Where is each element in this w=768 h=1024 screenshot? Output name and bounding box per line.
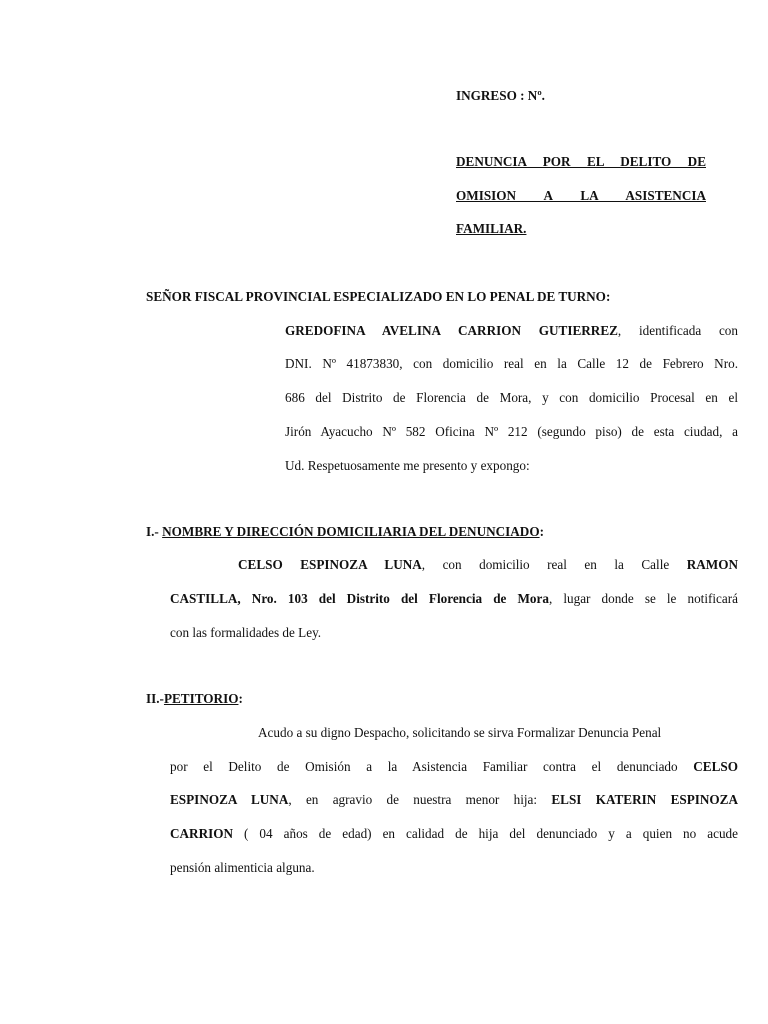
section-1-line-2 (170, 591, 738, 607)
section-2-heading (146, 691, 243, 707)
section-2-colon: : (238, 691, 243, 706)
section-2-line-2-text: por el Delito de Omisión a la Asistencia Familiar contra el denunciado (170, 759, 694, 774)
section-1-title: NOMBRE Y DIRECCIÓN DOMICILIARIA DEL DENUNCIADO (162, 524, 540, 539)
section-2-line-5: pensión alimenticia alguna. (170, 860, 315, 875)
section-1-line-2-rest: , lugar donde se le notificará (548, 591, 738, 606)
intro-line-5: Ud. Respetuosamente me presento y expongo: (285, 458, 530, 473)
minor-name: ELSI KATERIN ESPINOZA (551, 792, 738, 807)
complainant-name: GREDOFINA AVELINA CARRION GUTIERREZ (285, 323, 618, 338)
section-2-line-3 (170, 792, 738, 808)
intro-line-2: DNI. Nº 41873830, con domicilio real en la Calle 12 de Febrero Nro. (285, 356, 738, 371)
defendant-first-name: CELSO (693, 759, 738, 774)
section-2-line-4 (170, 826, 738, 842)
title-line-2: OMISION A LA ASISTENCIA (456, 188, 706, 203)
section-2-line-3-mid: , en agravio de nuestra menor hija: (288, 792, 552, 807)
section-2-line-4-rest: ( 04 años de edad) en calidad de hija del denunciado y a quien no acude (233, 826, 738, 841)
ingreso-text: INGRESO : Nº. (456, 88, 545, 103)
intro-line-3: 686 del Distrito de Florencia de Mora, y con domicilio Procesal en el (285, 390, 738, 405)
intro-line-4: Jirón Ayacucho Nº 582 Oficina Nº 212 (segundo piso) de esta ciudad, a (285, 424, 738, 439)
addressee: SEÑOR FISCAL PROVINCIAL ESPECIALIZADO EN LO PENAL DE TURNO: (146, 289, 611, 304)
intro-line-1 (285, 323, 738, 339)
section-2-line-2 (170, 759, 738, 775)
section-1-number: I.- (146, 524, 163, 539)
defendant-name: CELSO ESPINOZA LUNA (238, 557, 422, 572)
section-2-title: PETITORIO (163, 691, 239, 706)
defendant-address: CASTILLA, Nro. 103 del Distrito del Florencia de Mora (170, 591, 549, 606)
section-1-line-3: con las formalidades de Ley. (170, 625, 322, 640)
section-1-line-1 (238, 557, 738, 573)
section-2-line-1: Acudo a su digno Despacho, solicitando se sirva Formalizar Denuncia Penal (258, 725, 662, 740)
defendant-surname: ESPINOZA LUNA (170, 792, 289, 807)
section-1-heading (146, 524, 544, 540)
section-2-number: II.- (146, 691, 164, 706)
street-name-start: RAMON (686, 557, 738, 572)
section-1-colon: : (539, 524, 544, 539)
section-1-line-1-mid: , con domicilio real en la Calle (421, 557, 687, 572)
minor-surname: CARRION (170, 826, 234, 841)
ingreso-label (456, 88, 545, 104)
title-line-3: FAMILIAR. (456, 221, 527, 236)
title-line-1: DENUNCIA POR EL DELITO DE (456, 154, 706, 169)
intro-line-1-rest: , identificada con (617, 323, 738, 338)
